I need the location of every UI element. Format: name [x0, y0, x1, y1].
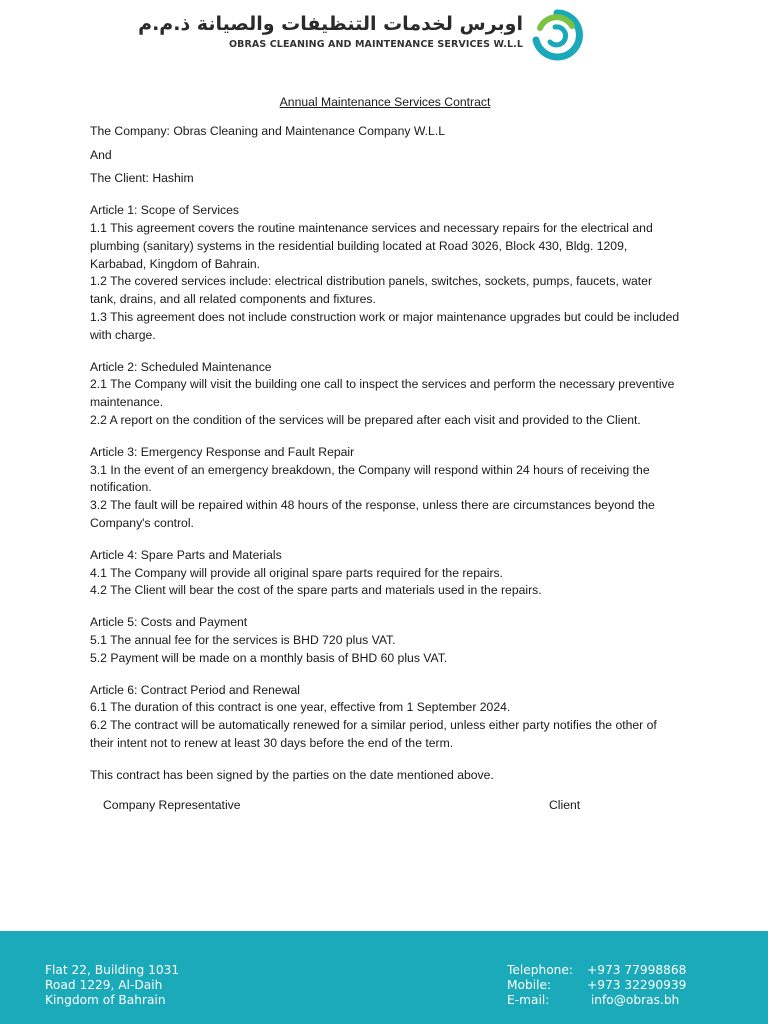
- clause: 6.2 The contract will be automatically renewed for a similar period, unless either party notifies the other of their intent not to renew at least 30 days before the end of the term.: [90, 718, 657, 750]
- contact-label: E-mail:: [507, 993, 550, 1007]
- clause: 1.2 The covered services include: electrical distribution panels, switches, sockets, pumps, faucets, water tank, drains, and all related components and fixtures.: [90, 274, 653, 307]
- signature-block: [90, 797, 680, 817]
- article-5: [90, 614, 680, 667]
- contact-label: Mobile:: [507, 978, 552, 992]
- party-and: And: [90, 147, 112, 162]
- clause: 3.1 In the event of an emergency breakdown, the Company will respond within 24 hours of receiving the notification.: [90, 462, 650, 495]
- article-heading: Article 3: Emergency Response and Fault Repair: [90, 444, 355, 459]
- clause: 5.2 Payment will be made on a monthly basis of BHD 60 plus VAT.: [90, 650, 448, 665]
- clause: 6.1 The duration of this contract is one year, effective from 1 September 2024.: [90, 700, 511, 715]
- contact-value: +973 32290939: [587, 978, 687, 992]
- clause: 5.1 The annual fee for the services is BHD 720 plus VAT.: [90, 632, 396, 647]
- article-heading: Article 1: Scope of Services: [90, 203, 240, 218]
- clause: 3.2 The fault will be repaired within 48 hours of the response, unless there are circumstances beyond the Company's control.: [90, 498, 655, 530]
- company-name-english: OBRAS CLEANING AND MAINTENANCE SERVICES W.L.L: [229, 39, 523, 50]
- article-3: [90, 444, 680, 533]
- company-name-arabic: اوبرس لخدمات التنظيفات والصيانة ذ.م.م: [138, 13, 523, 35]
- article-2: [90, 359, 680, 430]
- article-4: [90, 547, 680, 600]
- closing-statement: This contract has been signed by the parties on the date mentioned above.: [90, 767, 494, 782]
- company-brand: [136, 12, 523, 52]
- document-title: Annual Maintenance Services Contract: [279, 95, 491, 109]
- contact-telephone: [507, 963, 686, 978]
- clause: 4.1 The Company will provide all original spare parts required for the repairs.: [90, 565, 504, 580]
- clause: 1.3 This agreement does not include construction work or major maintenance upgrades but could be included with charge.: [90, 309, 680, 342]
- contact-email: [507, 993, 686, 1008]
- signature-company-representative: Company Representative: [103, 797, 241, 812]
- party-client: The Client: Hashim: [90, 171, 194, 186]
- article-6: [90, 682, 680, 753]
- clause: 4.2 The Client will bear the cost of the spare parts and materials used in the repairs.: [90, 583, 542, 598]
- contact-value: info@obras.bh: [587, 993, 680, 1007]
- address-line: Road 1229, Al-Daih: [45, 978, 163, 992]
- footer-contacts: [507, 963, 686, 1008]
- article-heading: Article 5: Costs and Payment: [90, 615, 248, 630]
- contact-mobile: [507, 978, 686, 993]
- address-line: Kingdom of Bahrain: [45, 993, 166, 1007]
- article-heading: Article 6: Contract Period and Renewal: [90, 682, 301, 697]
- letterhead: [0, 4, 768, 62]
- article-1: [90, 202, 680, 344]
- page-footer: [0, 931, 768, 1024]
- article-heading: Article 2: Scheduled Maintenance: [90, 359, 272, 374]
- contract-document: [90, 94, 680, 817]
- clause: 2.1 The Company will visit the building one call to inspect the services and perform the necessary preventive maintenance.: [90, 377, 675, 410]
- article-heading: Article 4: Spare Parts and Materials: [90, 547, 282, 562]
- address-line: Flat 22, Building 1031: [45, 963, 180, 977]
- contact-value: +973 77998868: [587, 963, 687, 977]
- footer-address: [45, 963, 179, 1008]
- contact-label: Telephone:: [507, 963, 573, 977]
- clause: 2.2 A report on the condition of the services will be prepared after each visit and provided to the Client.: [90, 412, 641, 427]
- company-logo-icon: [528, 8, 586, 62]
- clause: 1.1 This agreement covers the routine maintenance services and necessary repairs for the electrical and plumbing (sanitary) systems in the residential building located at Road 3026, Block 430, Bldg. 1209, Karbabad, Kingdom of Bahrain.: [90, 220, 653, 271]
- party-company: The Company: Obras Cleaning and Maintenance Company W.L.L: [90, 123, 445, 138]
- signature-client: Client: [549, 797, 581, 812]
